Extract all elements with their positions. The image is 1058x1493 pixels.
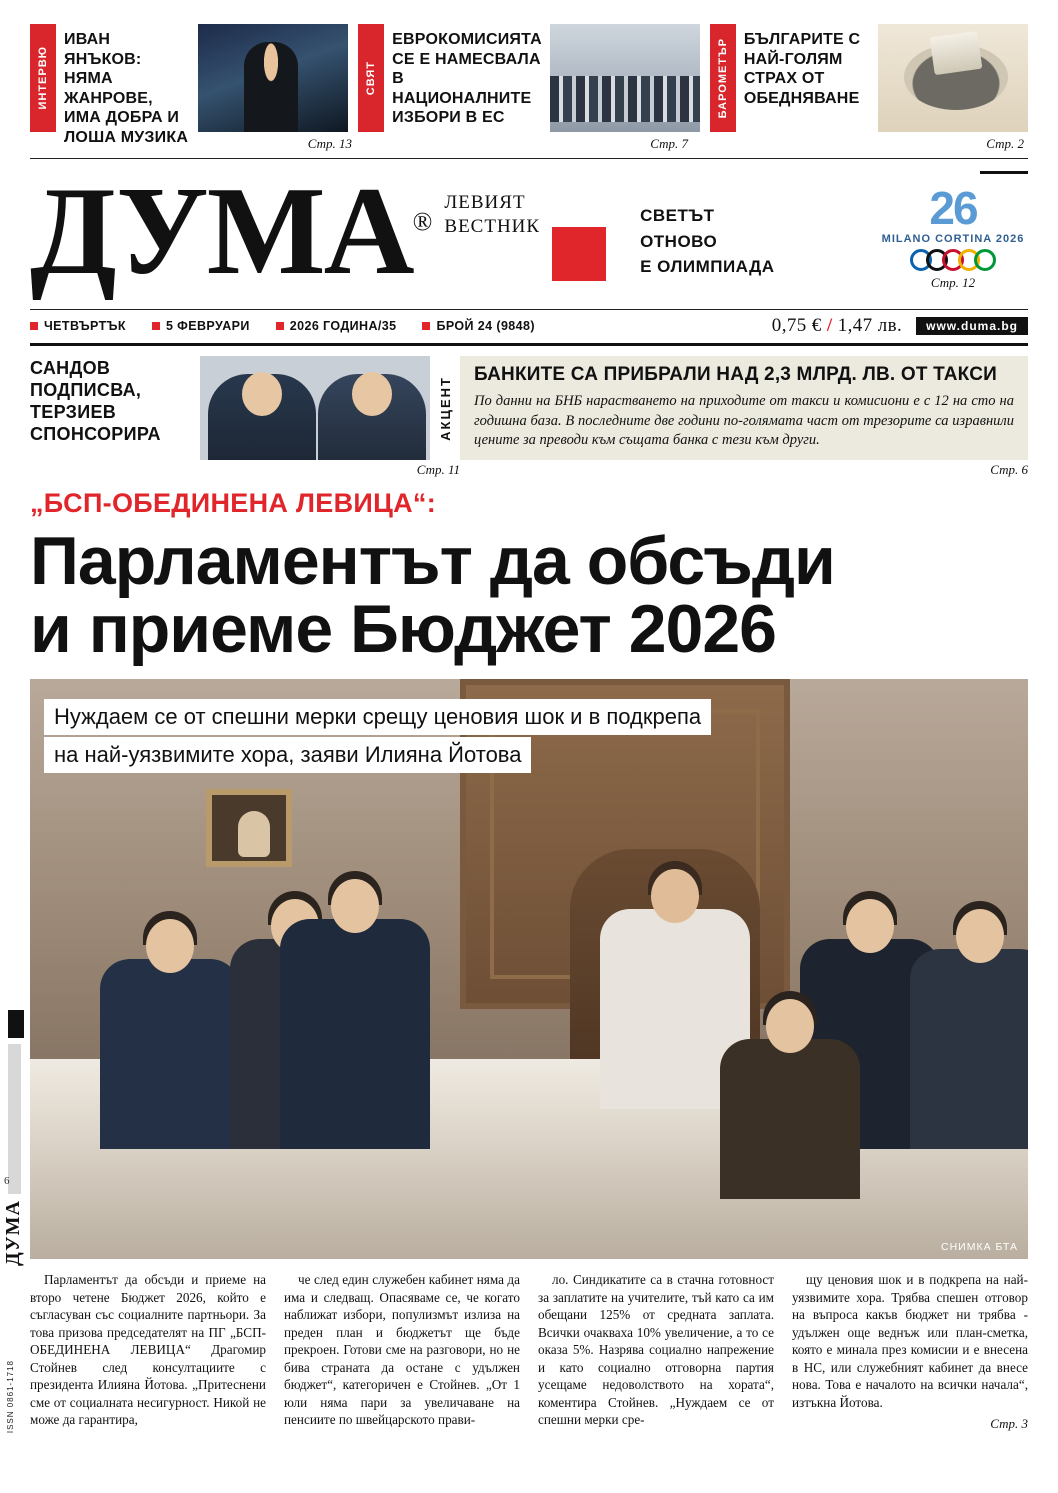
teaser-headline: ЕВРОКОМИСИЯТА СЕ Е НАМЕСВАЛА В НАЦИОНАЛНИТЕ ИЗБОРИ В ЕС — [384, 24, 550, 132]
issue-info-bar — [30, 309, 1028, 346]
olympic-teaser-text[interactable] — [640, 203, 774, 280]
photo-credit: СНИМКА БТА — [941, 1241, 1018, 1253]
price-separator: / — [826, 315, 833, 336]
issue-date: 5 ФЕВРУАРИ — [152, 319, 250, 333]
newspaper-logo: ДУМА® — [30, 162, 431, 301]
price-eur: 0,75 € — [771, 315, 822, 336]
rule-top-right — [980, 171, 1028, 174]
lead-photo-caption-line2: на най-уязвимите хора, заяви Илияна Йотова — [44, 737, 531, 773]
accent-row — [30, 356, 1028, 460]
teaser-tag: БАРОМЕТЪР — [710, 24, 736, 132]
teaser-headline: БЪЛГАРИТЕ С НАЙ-ГОЛЯМ СТРАХ ОТ ОБЕДНЯВАНЕ — [736, 24, 878, 132]
issue-weekday: ЧЕТВЪРТЪК — [30, 319, 126, 333]
masthead-subtitle-line1: ЛЕВИЯТ — [444, 192, 526, 213]
teaser-page-ref: Стр. 2 — [986, 136, 1024, 151]
registered-icon: ® — [412, 207, 431, 236]
accent-text: По данни на БНБ нарастването на приходите от такси и комисиони е с 12 на сто на годишна база. В последните две години по-голямата част от трезорите са изравнили цените за преводи към същата банка с тези към други. — [474, 393, 1014, 449]
article-column — [538, 1271, 774, 1433]
teaser-page-ref: Стр. 13 — [307, 136, 352, 151]
olympic-name: MILANO CORTINA 2026 — [881, 233, 1025, 245]
accent-page-references — [30, 462, 1028, 478]
olympic-page-ref: Стр. 12 — [930, 275, 976, 290]
lead-headline[interactable] — [30, 523, 1028, 667]
accent-box[interactable] — [460, 356, 1028, 460]
spine-title: ДУМА — [2, 1200, 24, 1267]
article-text: щу ценовия шок и в подкрепа на най-уязвимите хора. Трябва спешен отговор на въпроса какъв бюджет ни трябва - удължен още веднъж или план-сметка, която е минала през комисии и е внесена в НС, или служебният кабинет да внесе нова. Това е началото на всички начала“, изтъкна Йотова. — [792, 1272, 1028, 1410]
spine-block — [8, 1010, 24, 1038]
issue-number: БРОЙ 24 (9848) — [422, 319, 534, 333]
lead-headline-line2: и приеме Бюджет 2026 — [30, 591, 776, 667]
roundtable-meeting-photo — [30, 679, 1028, 1259]
money-hat-photo — [878, 24, 1028, 132]
article-column — [30, 1271, 266, 1433]
spine-bar — [8, 1044, 21, 1194]
spine-page-number: 6 — [4, 1175, 10, 1187]
masthead-subtitle — [444, 191, 540, 239]
teaser-tag: ИНТЕРВЮ — [30, 24, 56, 132]
teaser-tag: СВЯТ — [358, 24, 384, 132]
article-page-ref: Стр. 3 — [990, 1416, 1028, 1432]
accent-page-ref: Стр. 6 — [990, 462, 1028, 477]
masthead — [30, 159, 1028, 309]
price-bgn: 1,47 лв. — [837, 315, 903, 336]
article-column — [792, 1271, 1028, 1433]
article-text: че след един служебен кабинет няма да има и следващ. Опасяваме се, че когато наближат избори, популизмът излиза на преден план и бюджетът ще бъде прекроен. Готови сме на разговори, но не бива страната да остане с удължен бюджет“, категоричен е Стойнев. „От 1 юли няма пари за увеличаване на пенсиите по швейцарското прави- — [284, 1272, 520, 1428]
issue-price — [772, 315, 902, 337]
lead-photo-caption-line1: Нуждаем се от спешни мерки срещу ценовия шок и в подкрепа — [44, 699, 711, 735]
accent-tag: АКЦЕНТ — [437, 375, 453, 441]
red-square-logo-icon — [552, 227, 606, 281]
olympic-rings-icon — [878, 249, 1028, 271]
olympic-mark: 26 — [929, 182, 977, 234]
spine-issn-code: ISSN 0861-1718 — [6, 1360, 15, 1434]
lead-article-body — [30, 1271, 1028, 1433]
portrait-conductor-photo — [198, 24, 348, 132]
olympic-logo — [878, 182, 1028, 291]
teaser-item[interactable] — [358, 24, 700, 132]
teaser-page-ref: Стр. 7 — [650, 136, 688, 151]
issue-year: 2026 ГОДИНА/35 — [276, 319, 397, 333]
lead-kicker: „БСП-ОБЕДИНЕНА ЛЕВИЦА“: — [30, 488, 436, 518]
olympic-line2: ОТНОВО — [640, 231, 718, 251]
teaser-item[interactable] — [710, 24, 1028, 132]
two-politicians-photo — [200, 356, 430, 460]
group-officials-photo — [550, 24, 700, 132]
article-text: ло. Синдикатите са в стачна готовност за заплатите на учителите, тъй като са им обещани 125% от средната заплата. Всички очакваха 10% увеличение, а то се оказа 5%. Назрява социално напрежение и като социално отговорна партия усещаме недоволството на хората“, коментира Стойнев. „Нуждаем се от спешни мерки сре- — [538, 1272, 774, 1428]
masthead-subtitle-line2: ВЕСТНИК — [444, 215, 541, 237]
olympic-line1: СВЕТЪТ — [640, 206, 715, 225]
accent-title: БАНКИТЕ СА ПРИБРАЛИ НАД 2,3 МЛРД. ЛВ. ОТ ТАКСИ — [474, 364, 998, 385]
olympic-line3: Е ОЛИМПИАДА — [640, 257, 775, 276]
accent-left-headline[interactable]: САНДОВ ПОДПИСВА, ТЕРЗИЕВ СПОНСОРИРА — [30, 358, 161, 444]
teaser-headline: ИВАН ЯНЪКОВ: НЯМА ЖАНРОВЕ, ИМА ДОБРА И ЛОША МУЗИКА — [56, 24, 198, 132]
article-text: Парламентът да обсъди и приеме на второ четене Бюджет 2026, който е съгласуван със социалните партньори. За това призова председателят на ПГ „БСП-ОБЕДИНЕНА ЛЕВИЦА“ Драгомир Стойнев след консултациите с президента Илияна Йотова. „Притеснени сме от социалната несигурност. Никой не може да гарантира, — [30, 1272, 266, 1428]
accent-left-page-ref: Стр. 11 — [416, 462, 460, 477]
website-url[interactable]: www.duma.bg — [916, 317, 1028, 335]
lead-headline-line1: Парламентът да обсъди — [30, 523, 835, 599]
article-column — [284, 1271, 520, 1433]
